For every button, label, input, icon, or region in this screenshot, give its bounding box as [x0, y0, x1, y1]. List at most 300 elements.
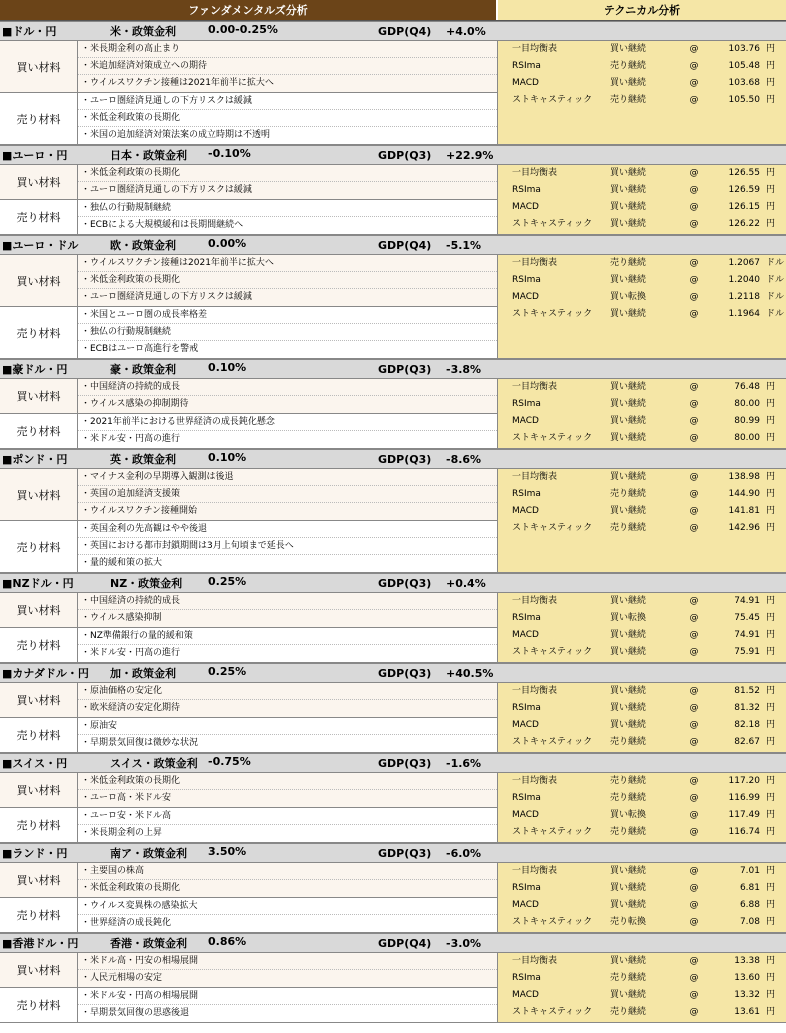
technical-row	[498, 734, 786, 751]
at-mark: @	[689, 866, 699, 876]
signal: 買い継続	[610, 703, 647, 713]
indicator-name: MACD	[512, 292, 539, 302]
signal: 買い継続	[610, 185, 647, 195]
currency-unit: ドル	[766, 275, 785, 285]
buy-factors	[0, 379, 497, 414]
indicator-name: MACD	[512, 78, 539, 88]
signal: 買い転換	[610, 613, 647, 623]
technical-row	[498, 216, 786, 233]
gdp-label: GDP(Q3)	[378, 666, 432, 680]
pair-header	[0, 359, 786, 379]
fundamentals-column	[0, 683, 498, 753]
policy-rate	[110, 845, 378, 861]
at-mark: @	[689, 61, 699, 71]
pair-header	[0, 843, 786, 863]
technical-row	[498, 413, 786, 430]
at-mark: @	[689, 883, 699, 893]
factor-group-label: 買い材料	[0, 469, 78, 520]
technical-row	[498, 807, 786, 824]
at-mark: @	[689, 95, 699, 105]
technical-row	[498, 165, 786, 182]
technical-row	[498, 430, 786, 447]
currency-unit: ドル	[766, 258, 785, 268]
technical-row	[498, 379, 786, 396]
indicator-name: ストキャスティック	[512, 309, 593, 319]
factor-item: ・早期景気回復の思惑後退	[81, 1008, 190, 1018]
signal: 買い継続	[610, 956, 647, 966]
currency-unit: 円	[766, 737, 776, 747]
factor-list	[78, 683, 497, 717]
indicator-name: 一目均衡表	[512, 776, 558, 786]
at-mark: @	[689, 44, 699, 54]
indicator-name: ストキャスティック	[512, 917, 593, 927]
indicator-name: MACD	[512, 720, 539, 730]
factor-list	[78, 593, 497, 627]
gdp	[378, 937, 508, 950]
indicator-name: MACD	[512, 506, 539, 516]
policy-rate-value: 0.10%	[208, 451, 247, 464]
technical-row	[498, 182, 786, 199]
indicator-name: MACD	[512, 900, 539, 910]
policy-rate-label: 日本・政策金利	[110, 149, 187, 162]
gdp-value: -6.0%	[446, 846, 482, 860]
at-mark: @	[689, 416, 699, 426]
technical-row	[498, 773, 786, 790]
price: 82.67	[734, 737, 760, 747]
price: 13.32	[734, 990, 760, 1000]
buy-factors	[0, 953, 497, 988]
currency-section	[0, 573, 786, 663]
signal: 買い継続	[610, 309, 647, 319]
buy-factors	[0, 165, 497, 200]
factor-item: ・米長期金利の上昇	[81, 828, 163, 838]
factor-list	[78, 863, 497, 897]
gdp-label: GDP(Q3)	[378, 452, 432, 466]
indicator-name: 一目均衡表	[512, 44, 558, 54]
signal: 買い継続	[610, 866, 647, 876]
factor-item: ・原油安	[78, 718, 497, 735]
factor-group-label: 買い材料	[0, 593, 78, 627]
factor-item: ・米追加経済対策成立への期待	[78, 58, 497, 75]
price: 13.61	[734, 1007, 760, 1017]
currency-unit: 円	[766, 78, 776, 88]
factor-item: ・NZ準備銀行の量的緩和策	[78, 628, 497, 645]
pair-header	[0, 573, 786, 593]
technical-column	[498, 255, 786, 359]
factor-item: ・ウイルス感染抑制	[78, 610, 497, 627]
technical-column	[498, 953, 786, 1023]
factor-group-label: 買い材料	[0, 255, 78, 306]
at-mark: @	[689, 973, 699, 983]
currency-unit: 円	[766, 61, 776, 71]
indicator-name: 一目均衡表	[512, 956, 558, 966]
policy-rate-value: -0.75%	[208, 755, 251, 768]
indicator-name: ストキャスティック	[512, 433, 593, 443]
at-mark: @	[689, 596, 699, 606]
indicator-name: MACD	[512, 202, 539, 212]
at-mark: @	[689, 489, 699, 499]
factor-item: ・ユーロ圏経済見通しの下方リスクは緩減	[78, 182, 497, 199]
buy-factors	[0, 255, 497, 307]
currency-section	[0, 449, 786, 573]
pair-name: ■ドル・円	[2, 25, 57, 38]
factor-item: ・世界経済の成長鈍化	[81, 918, 172, 928]
factor-item: ・2021年前半における世界経済の成長鈍化懸念	[78, 414, 497, 431]
factor-group-label: 売り材料	[0, 718, 78, 752]
at-mark: @	[689, 78, 699, 88]
gdp-value: -5.1%	[446, 238, 482, 252]
factor-item: ・ウイルスワクチン接種開始	[78, 503, 497, 520]
signal: 買い継続	[610, 506, 647, 516]
at-mark: @	[689, 309, 699, 319]
price: 6.81	[739, 883, 760, 893]
currency-unit: 円	[766, 202, 776, 212]
gdp	[378, 149, 508, 162]
price: 103.76	[728, 44, 760, 54]
pair-header	[0, 933, 786, 953]
gdp-value: -3.8%	[446, 362, 482, 376]
signal: 売り転換	[610, 917, 647, 927]
price: 105.50	[728, 95, 760, 105]
factor-item: ・ECBはユーロ高進行を警戒	[81, 344, 199, 354]
policy-rate-value: -0.10%	[208, 147, 251, 160]
currency-unit: 円	[766, 1007, 776, 1017]
at-mark: @	[689, 472, 699, 482]
technical-row	[498, 914, 786, 931]
factor-group-label: 売り材料	[0, 628, 78, 662]
pair-name: ■カナダドル・円	[2, 667, 89, 680]
sell-factors	[0, 718, 497, 753]
policy-rate-value: 0.00%	[208, 237, 247, 250]
currency-section	[0, 843, 786, 933]
currency-unit: 円	[766, 686, 776, 696]
at-mark: @	[689, 917, 699, 927]
factor-item: ・人民元相場の安定	[78, 970, 497, 987]
sell-factors	[0, 898, 497, 933]
indicator-name: ストキャスティック	[512, 219, 593, 229]
currency-unit: 円	[766, 489, 776, 499]
technical-row	[498, 272, 786, 289]
price: 126.59	[728, 185, 760, 195]
factor-list	[78, 773, 497, 807]
factor-group-label: 売り材料	[0, 200, 78, 234]
price: 144.90	[728, 489, 760, 499]
pair-header	[0, 449, 786, 469]
buy-factors	[0, 773, 497, 808]
at-mark: @	[689, 185, 699, 195]
factor-item: ・米長期金利の高止まり	[78, 41, 497, 58]
section-body	[0, 593, 786, 663]
factor-item: ・英国の追加経済支援策	[78, 486, 497, 503]
policy-rate	[110, 575, 378, 591]
buy-factors	[0, 41, 497, 93]
currency-unit: 円	[766, 433, 776, 443]
indicator-name: MACD	[512, 630, 539, 640]
technical-row	[498, 503, 786, 520]
price: 80.00	[734, 433, 760, 443]
factor-group-label: 売り材料	[0, 808, 78, 842]
currency-unit: 円	[766, 506, 776, 516]
policy-rate-label: 豪・政策金利	[110, 363, 176, 376]
factor-item: ・英国金利の先高観はやや後退	[78, 521, 497, 538]
fundamentals-column	[0, 255, 498, 359]
factor-item: ・ECBによる大規模緩和は長期間継続へ	[81, 220, 244, 230]
fundamentals-header: ファンダメンタルズ分析	[0, 0, 498, 20]
price: 75.45	[734, 613, 760, 623]
signal: 売り継続	[610, 523, 647, 533]
indicator-name: MACD	[512, 810, 539, 820]
currency-unit: 円	[766, 866, 776, 876]
gdp-label: GDP(Q4)	[378, 238, 432, 252]
price: 1.1964	[728, 309, 760, 319]
factor-item: ・米ドル安・円高の相場展開	[78, 988, 497, 1005]
currency-unit: 円	[766, 956, 776, 966]
at-mark: @	[689, 776, 699, 786]
fundamentals-column	[0, 593, 498, 663]
technical-row	[498, 255, 786, 272]
policy-rate	[110, 237, 378, 253]
pair-name: ■豪ドル・円	[2, 363, 68, 376]
technical-column	[498, 469, 786, 573]
section-body	[0, 379, 786, 449]
factor-item: ・英国における都市封鎖期間は3月上旬頃まで延長へ	[78, 538, 497, 555]
technical-column	[498, 773, 786, 843]
signal: 売り継続	[610, 793, 647, 803]
price: 7.08	[739, 917, 760, 927]
pair-name: ■ポンド・円	[2, 453, 68, 466]
gdp	[378, 667, 508, 680]
signal: 買い継続	[610, 202, 647, 212]
policy-rate-value: 0.25%	[208, 665, 247, 678]
technical-row	[498, 199, 786, 216]
fundamentals-column	[0, 379, 498, 449]
pair-header	[0, 663, 786, 683]
pair-header	[0, 753, 786, 773]
price: 105.48	[728, 61, 760, 71]
indicator-name: MACD	[512, 416, 539, 426]
factor-group-label: 買い材料	[0, 953, 78, 987]
gdp-value: +0.4%	[446, 576, 486, 590]
signal: 売り継続	[610, 258, 647, 268]
indicator-name: 一目均衡表	[512, 866, 558, 876]
factor-list	[78, 521, 497, 572]
gdp-value: +4.0%	[446, 24, 486, 38]
gdp-value: +40.5%	[446, 666, 494, 680]
signal: 買い継続	[610, 275, 647, 285]
sell-factors	[0, 988, 497, 1023]
at-mark: @	[689, 202, 699, 212]
signal: 買い継続	[610, 686, 647, 696]
technical-column	[498, 379, 786, 449]
currency-unit: 円	[766, 185, 776, 195]
indicator-name: ストキャスティック	[512, 827, 593, 837]
technical-column	[498, 683, 786, 753]
factor-item: ・独仏の行動規制継続	[78, 200, 497, 217]
indicator-name: ストキャスティック	[512, 95, 593, 105]
gdp	[378, 239, 508, 252]
signal: 買い継続	[610, 472, 647, 482]
signal: 買い転換	[610, 810, 647, 820]
indicator-name: 一目均衡表	[512, 472, 558, 482]
at-mark: @	[689, 275, 699, 285]
at-mark: @	[689, 399, 699, 409]
section-body	[0, 953, 786, 1023]
technical-row	[498, 41, 786, 58]
price: 142.96	[728, 523, 760, 533]
technical-row	[498, 717, 786, 734]
price: 141.81	[728, 506, 760, 516]
policy-rate-value: 0.10%	[208, 361, 247, 374]
factor-list	[78, 718, 497, 752]
policy-rate	[110, 361, 378, 377]
indicator-name: 一目均衡表	[512, 258, 558, 268]
at-mark: @	[689, 613, 699, 623]
at-mark: @	[689, 433, 699, 443]
signal: 買い継続	[610, 720, 647, 730]
gdp-label: GDP(Q4)	[378, 936, 432, 950]
pair-name: ■スイス・円	[2, 757, 68, 770]
technical-header: テクニカル分析	[498, 0, 786, 20]
fundamentals-column	[0, 41, 498, 145]
signal: 売り継続	[610, 737, 647, 747]
indicator-name: RSIma	[512, 793, 541, 803]
factor-item: ・早期景気回復は微妙な状況	[81, 738, 199, 748]
price: 1.2118	[728, 292, 760, 302]
factor-item: ・原油価格の安定化	[78, 683, 497, 700]
currency-unit: 円	[766, 472, 776, 482]
currency-unit: 円	[766, 990, 776, 1000]
technical-row	[498, 486, 786, 503]
at-mark: @	[689, 523, 699, 533]
sell-factors	[0, 521, 497, 573]
technical-row	[498, 953, 786, 970]
fundamentals-column	[0, 953, 498, 1023]
technical-row	[498, 897, 786, 914]
factor-item: ・量的緩和策の拡大	[81, 558, 163, 568]
factor-item: ・ユーロ圏経済見通しの下方リスクは緩減	[78, 93, 497, 110]
policy-rate	[110, 451, 378, 467]
signal: 買い継続	[610, 382, 647, 392]
price: 74.91	[734, 630, 760, 640]
currency-unit: 円	[766, 776, 776, 786]
buy-factors	[0, 863, 497, 898]
indicator-name: ストキャスティック	[512, 737, 593, 747]
factor-item: ・米国の追加経済対策法案の成立時期は不透明	[81, 130, 271, 140]
section-body	[0, 255, 786, 359]
price: 117.49	[728, 810, 760, 820]
factor-group-label: 売り材料	[0, 93, 78, 144]
indicator-name: RSIma	[512, 185, 541, 195]
currency-unit: 円	[766, 810, 776, 820]
policy-rate-label: 英・政策金利	[110, 453, 176, 466]
technical-row	[498, 863, 786, 880]
policy-rate	[110, 665, 378, 681]
technical-row	[498, 92, 786, 109]
indicator-name: RSIma	[512, 883, 541, 893]
technical-row	[498, 593, 786, 610]
factor-group-label: 買い材料	[0, 683, 78, 717]
indicator-name: RSIma	[512, 489, 541, 499]
price: 13.38	[734, 956, 760, 966]
pair-name: ■ユーロ・円	[2, 149, 68, 162]
factor-item: ・ウイルス変異株の感染拡大	[78, 898, 497, 915]
currency-unit: 円	[766, 416, 776, 426]
indicator-name: RSIma	[512, 275, 541, 285]
price: 81.52	[734, 686, 760, 696]
buy-factors	[0, 593, 497, 628]
at-mark: @	[689, 720, 699, 730]
signal: 買い継続	[610, 900, 647, 910]
buy-factors	[0, 469, 497, 521]
section-body	[0, 469, 786, 573]
factor-list	[78, 414, 497, 448]
factor-item: ・米低金利政策の長期化	[78, 110, 497, 127]
factor-list	[78, 988, 497, 1022]
factor-item: ・米ドル高・円安の相場展開	[78, 953, 497, 970]
indicator-name: ストキャスティック	[512, 1007, 593, 1017]
currency-unit: 円	[766, 95, 776, 105]
gdp-label: GDP(Q3)	[378, 576, 432, 590]
policy-rate-value: 0.86%	[208, 935, 247, 948]
price: 103.68	[728, 78, 760, 88]
technical-row	[498, 469, 786, 486]
at-mark: @	[689, 793, 699, 803]
factor-item: ・ウイルスワクチン接種は2021年前半に拡大へ	[78, 255, 497, 272]
factor-group-label: 売り材料	[0, 898, 78, 932]
signal: 買い継続	[610, 433, 647, 443]
currency-unit: 円	[766, 973, 776, 983]
price: 82.18	[734, 720, 760, 730]
price: 7.01	[739, 866, 760, 876]
at-mark: @	[689, 810, 699, 820]
technical-row	[498, 790, 786, 807]
policy-rate	[110, 755, 378, 771]
indicator-name: MACD	[512, 990, 539, 1000]
buy-factors	[0, 683, 497, 718]
factor-group-label: 買い材料	[0, 863, 78, 897]
factor-item: ・米低金利政策の長期化	[78, 272, 497, 289]
currency-unit: ドル	[766, 309, 785, 319]
signal: 売り継続	[610, 1007, 647, 1017]
currency-unit: 円	[766, 917, 776, 927]
factor-group-label: 買い材料	[0, 41, 78, 92]
price: 75.91	[734, 647, 760, 657]
technical-row	[498, 289, 786, 306]
currency-unit: 円	[766, 647, 776, 657]
factor-group-label: 買い材料	[0, 773, 78, 807]
fundamentals-column	[0, 773, 498, 843]
gdp-label: GDP(Q3)	[378, 846, 432, 860]
currency-section	[0, 753, 786, 843]
technical-row	[498, 610, 786, 627]
at-mark: @	[689, 292, 699, 302]
signal: 売り継続	[610, 61, 647, 71]
price: 81.32	[734, 703, 760, 713]
price: 74.91	[734, 596, 760, 606]
at-mark: @	[689, 382, 699, 392]
gdp	[378, 847, 508, 860]
signal: 買い継続	[610, 168, 647, 178]
currency-unit: 円	[766, 168, 776, 178]
price: 126.22	[728, 219, 760, 229]
indicator-name: RSIma	[512, 703, 541, 713]
fundamentals-column	[0, 469, 498, 573]
signal: 買い継続	[610, 647, 647, 657]
signal: 売り継続	[610, 95, 647, 105]
price: 76.48	[734, 382, 760, 392]
section-body	[0, 773, 786, 843]
at-mark: @	[689, 630, 699, 640]
